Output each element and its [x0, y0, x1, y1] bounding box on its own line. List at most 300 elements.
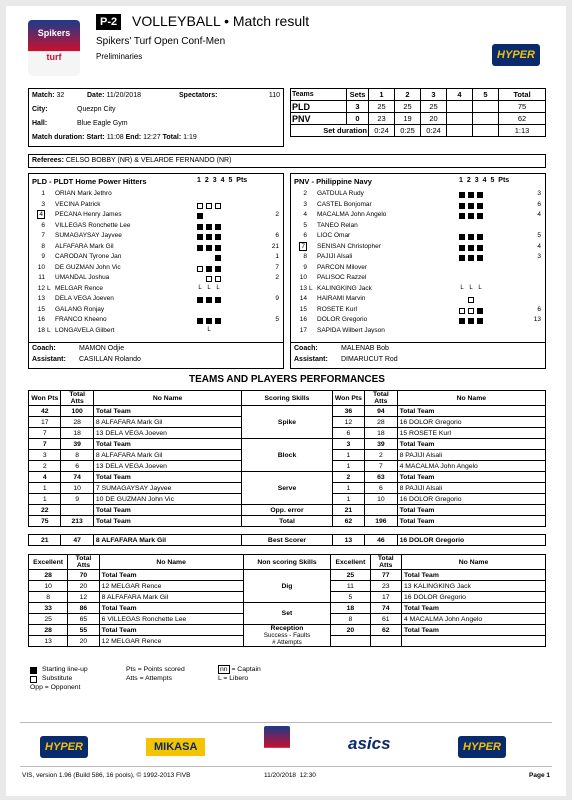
value-cell: 47	[61, 535, 93, 546]
score-set-value	[473, 101, 499, 113]
score-set-value: 23	[369, 113, 395, 125]
value-cell: 1	[332, 494, 364, 505]
value-cell: 10	[61, 483, 93, 494]
player-row	[31, 285, 281, 296]
value-cell: 5	[331, 592, 370, 603]
player-name-cell: 8 PAJIJI Alsali	[397, 450, 545, 461]
player-name-cell: Total Team	[99, 603, 243, 614]
header-right-val: Excellent	[331, 555, 370, 570]
footer-page: Page 1	[529, 772, 550, 779]
value-cell: 213	[61, 516, 93, 527]
starting-lineup-icon	[197, 213, 203, 219]
score-header-set1: 1	[369, 89, 395, 101]
player-number: 9	[303, 263, 307, 271]
legend	[30, 666, 330, 702]
player-name-cell: Total Team	[397, 505, 545, 516]
total-time: 1:19	[183, 134, 197, 141]
player-name-cell: 8 ALFAFARA Mark Gil	[93, 535, 241, 546]
divider	[29, 342, 283, 343]
player-number: 15	[37, 305, 45, 313]
player-number	[31, 211, 45, 218]
hyper-logo: HYPER	[492, 44, 540, 66]
player-name: DE GUZMAN John Vic	[55, 263, 121, 271]
player-name-cell: 15 ROSETE Kurl	[397, 428, 545, 439]
player-name-cell: Total Team	[93, 406, 241, 417]
score-total: 62	[499, 113, 546, 125]
player-number: 9	[41, 253, 45, 260]
starting-lineup-icon	[477, 192, 483, 198]
starting-lineup-icon	[197, 297, 203, 303]
value-cell	[365, 505, 397, 516]
set-header: 3	[212, 177, 217, 184]
sponsor-divider	[20, 722, 552, 723]
skill-cell	[242, 406, 332, 439]
legend-substitute: Substitute	[42, 675, 73, 682]
score-header-sets: Sets	[347, 89, 369, 101]
player-name-cell: Total Team	[93, 516, 241, 527]
starting-lineup-icon	[477, 318, 483, 324]
value-cell: 9	[61, 494, 93, 505]
player-points: 4	[537, 211, 541, 218]
player-name-cell: Total Team	[93, 472, 241, 483]
value-cell: 20	[331, 625, 370, 636]
perf-row	[29, 406, 546, 417]
starting-lineup-icon	[459, 318, 465, 324]
player-number: 5	[303, 221, 307, 229]
value-cell: 1	[332, 483, 364, 494]
substitute-icon	[459, 308, 465, 314]
value-cell: 8	[61, 450, 93, 461]
perf-row	[29, 472, 546, 483]
set-duration-value: 0:24	[369, 125, 395, 137]
spacer-cell	[29, 527, 546, 535]
referees-box	[28, 154, 546, 168]
starting-lineup-icon	[468, 245, 474, 251]
starting-lineup-icon	[206, 297, 212, 303]
set-duration-value	[473, 125, 499, 137]
starting-lineup-icon	[468, 255, 474, 261]
skill-name: Spike	[277, 418, 297, 426]
player-name-cell: Total Team	[99, 625, 243, 636]
libero-set-mark: L	[216, 284, 220, 291]
city-value: Quezpn City	[77, 106, 116, 113]
skill-name: Block	[277, 451, 297, 459]
score-team-name: PLD	[291, 101, 347, 113]
page-title: VOLLEYBALL • Match result	[132, 13, 310, 29]
team-a-set-headers	[197, 177, 247, 184]
player-name-cell: 16 DOLOR Gregorio	[397, 417, 545, 428]
legend-points: Pts = Points scored	[126, 666, 185, 673]
player-row	[31, 243, 281, 254]
hall-label: Hall:	[32, 120, 48, 127]
value-cell	[331, 636, 370, 647]
match-info-box	[28, 88, 284, 147]
value-cell: 70	[68, 570, 99, 581]
player-name: VECINA Patrick	[55, 200, 101, 208]
spikers-turf-logo	[28, 20, 80, 76]
start-time: 11:08	[106, 134, 124, 141]
spectators-count: 110	[268, 92, 280, 99]
value-cell	[370, 636, 401, 647]
legend-attempts: Atts = Attempts	[126, 675, 172, 682]
perf-row	[29, 439, 546, 450]
value-cell: 62	[370, 625, 401, 636]
substitute-icon	[468, 308, 474, 314]
libero-set-mark: L	[469, 284, 473, 291]
player-row	[293, 201, 543, 212]
header-left-name: No Name	[99, 555, 243, 570]
player-name: GATDULA Rudy	[317, 190, 364, 197]
starting-lineup-icon	[477, 213, 483, 219]
player-points: 21	[271, 242, 279, 250]
player-row	[31, 264, 281, 275]
set-duration-value: 0:25	[395, 125, 421, 137]
substitute-icon	[215, 276, 221, 282]
player-row	[31, 316, 281, 327]
assistant-label: Assistant:	[294, 356, 328, 363]
set-header: 5	[228, 177, 233, 184]
value-cell: 196	[365, 516, 397, 527]
starting-lineup-icon	[215, 245, 221, 251]
value-cell: 2	[332, 472, 364, 483]
player-name: LONGAVELA Gilbert	[55, 326, 115, 334]
team-b-title: PNV - Philippine Navy	[294, 177, 372, 186]
starting-lineup-icon	[468, 213, 474, 219]
player-points: 5	[537, 232, 541, 239]
value-cell: 1	[29, 483, 61, 494]
player-name: ORIAN Mark Jethro	[55, 190, 112, 197]
set-header: 5	[490, 177, 495, 184]
value-cell: 25	[331, 570, 370, 581]
value-cell: 1	[332, 450, 364, 461]
player-number: 3	[41, 200, 45, 208]
skill-cell	[242, 472, 332, 505]
starting-lineup-icon	[477, 234, 483, 240]
starting-lineup-icon	[477, 245, 483, 251]
pts-header: Pts	[236, 177, 248, 184]
player-name-cell: 16 DOLOR Gregorio	[397, 535, 545, 546]
libero-mark: L	[309, 284, 313, 292]
player-number: 1	[41, 190, 45, 197]
starting-lineup-icon	[197, 245, 203, 251]
set-header: 1	[197, 177, 201, 184]
value-cell: 25	[29, 614, 68, 625]
player-points: 2	[275, 211, 279, 218]
value-cell: 6	[332, 428, 364, 439]
value-cell: 10	[365, 494, 397, 505]
player-row	[293, 211, 543, 222]
substitute-icon	[206, 276, 212, 282]
starting-lineup-icon	[206, 245, 212, 251]
player-name: PAJIJI Alsali	[317, 253, 353, 260]
player-row	[293, 253, 543, 264]
header-left-atts: Total Atts	[61, 391, 93, 406]
starting-lineup-icon	[197, 224, 203, 230]
player-name: PECANA Henry James	[55, 211, 122, 218]
starting-lineup-icon	[468, 192, 474, 198]
hyper-sponsor-logo: HYPER	[40, 736, 88, 758]
starting-lineup-square-icon	[30, 667, 37, 674]
player-points: 2	[275, 274, 279, 281]
player-name-cell: 8 ALFAFARA Mark Gil	[93, 417, 241, 428]
team-a-player-list	[31, 190, 281, 340]
player-name-cell: 12 MELGAR Rence	[99, 636, 243, 647]
starting-lineup-icon	[215, 234, 221, 240]
set-header: 2	[204, 177, 209, 184]
legend-opponent: Opp = Opponent	[30, 684, 81, 691]
player-number: 17	[299, 326, 307, 334]
player-points: 3	[537, 253, 541, 260]
starting-lineup-icon	[459, 203, 465, 209]
value-cell: 8	[29, 592, 68, 603]
player-row	[31, 211, 281, 222]
value-cell: 13	[332, 535, 364, 546]
value-cell: 39	[365, 439, 397, 450]
player-row	[31, 232, 281, 243]
value-cell: 75	[29, 516, 61, 527]
player-number	[293, 243, 307, 250]
score-sets-won: 0	[347, 113, 369, 125]
player-name: LIOC Omar	[317, 232, 351, 239]
player-row	[31, 190, 281, 201]
player-points: 4	[537, 242, 541, 250]
substitute-icon	[197, 266, 203, 272]
player-name-cell	[402, 636, 546, 647]
legend-starting: Starting line-up	[42, 666, 88, 673]
hyper-sponsor-logo-right: HYPER	[458, 736, 506, 758]
team-b-assistant: DIMARUCUT Rod	[341, 356, 398, 363]
header-right-name: No Name	[402, 555, 546, 570]
player-row	[293, 295, 543, 306]
header-skill: Non scoring Skills	[243, 555, 331, 570]
value-cell: 28	[29, 625, 68, 636]
player-number: 15	[299, 305, 307, 313]
score-team-name: PNV	[291, 113, 347, 125]
value-cell: 12	[332, 417, 364, 428]
perf-header-row	[29, 555, 546, 570]
substitute-icon	[468, 297, 474, 303]
perf-row	[29, 625, 546, 636]
city-label: City:	[32, 106, 48, 113]
captain-box-icon: nn	[220, 666, 228, 673]
player-name: KALINGKING Jack	[317, 284, 372, 292]
value-cell: 94	[365, 406, 397, 417]
set-header: 3	[474, 177, 479, 184]
score-set-value: 25	[369, 101, 395, 113]
skill-name: Serve	[277, 484, 297, 492]
value-cell: 2	[29, 461, 61, 472]
player-name: GALANG Ronjay	[55, 305, 105, 313]
starting-lineup-icon	[477, 255, 483, 261]
value-cell	[61, 505, 93, 516]
team-a-roster	[28, 173, 284, 369]
player-row	[293, 285, 543, 296]
libero-set-mark: L	[198, 284, 202, 291]
libero-set-mark: L	[478, 284, 482, 291]
player-number: 16	[37, 316, 45, 323]
match-date: 11/20/2018	[106, 92, 141, 99]
coach-label: Coach:	[32, 345, 56, 352]
starting-lineup-icon	[459, 192, 465, 198]
starting-lineup-icon	[197, 234, 203, 240]
mikasa-sponsor-logo: MIKASA	[146, 738, 205, 756]
spectators-label: Spectators:	[179, 92, 218, 99]
player-name-cell: Total Team	[402, 570, 546, 581]
substitute-icon	[197, 203, 203, 209]
player-name-cell: 13 DELA VEGA Joeven	[93, 461, 241, 472]
player-row	[31, 306, 281, 317]
player-name: SUMAGAYSAY Jayvee	[55, 232, 122, 239]
value-cell: 46	[365, 535, 397, 546]
value-cell: 12	[68, 592, 99, 603]
player-name-cell: Total Team	[93, 439, 241, 450]
team-b-roster	[290, 173, 546, 369]
match-number: 32	[56, 92, 65, 99]
value-cell: 2	[365, 450, 397, 461]
hall-value: Blue Eagle Gym	[77, 120, 128, 127]
player-name-cell: 4 MACALMA John Angelo	[397, 461, 545, 472]
value-cell: 7	[29, 428, 61, 439]
value-cell: 18	[331, 603, 370, 614]
player-row	[31, 222, 281, 233]
player-row	[293, 264, 543, 275]
player-name-cell: 8 PAJIJI Alsali	[397, 483, 545, 494]
competition-name: Spikers' Turf Open Conf-Men	[96, 36, 226, 47]
header-right-name: No Name	[397, 391, 545, 406]
player-points: 7	[275, 263, 279, 271]
player-name: CARODAN Tyrone Jan	[55, 253, 122, 260]
team-b-player-list	[293, 190, 543, 340]
value-cell: 3	[332, 439, 364, 450]
skill-cell: Opp. error	[242, 505, 332, 516]
header-skill: Scoring Skills	[242, 391, 332, 406]
scoring-skills-table	[28, 390, 546, 546]
best-scorer-row	[29, 535, 546, 546]
logo-text-spikers: Spikers	[37, 28, 71, 38]
player-name: FRANCO Kheeno	[55, 316, 107, 323]
score-table	[290, 88, 546, 137]
value-cell: 21	[332, 505, 364, 516]
divider	[291, 342, 545, 343]
player-points: 1	[275, 253, 279, 260]
value-cell: 77	[370, 570, 401, 581]
team-a-title: PLD - PLDT Home Power Hitters	[32, 177, 147, 186]
player-name: MACALMA John Angelo	[317, 211, 387, 218]
player-name-cell: Total Team	[397, 406, 545, 417]
score-set-value: 20	[421, 113, 447, 125]
libero-mark: L	[47, 326, 51, 334]
starting-lineup-icon	[206, 224, 212, 230]
player-name-cell: Total Team	[397, 472, 545, 483]
player-name: ALFAFARA Mark Gil	[55, 242, 114, 250]
start-label: Start:	[86, 134, 105, 141]
header-left-atts: Total Atts	[68, 555, 99, 570]
player-row	[293, 232, 543, 243]
starting-lineup-icon	[206, 234, 212, 240]
perf-row	[29, 603, 546, 614]
player-name-cell: Total Team	[397, 516, 545, 527]
player-row	[31, 253, 281, 264]
referees-value: CELSO BOBBY (NR) & VELARDE FERNANDO (NR)	[65, 157, 232, 164]
score-set-value: 25	[421, 101, 447, 113]
score-header-total: Total	[499, 89, 546, 101]
skill-cell: Total	[242, 516, 332, 527]
player-name: MELGAR Rence	[55, 284, 104, 292]
skill-name: Set	[281, 610, 293, 617]
score-header-teams: Teams	[291, 89, 347, 101]
player-name-cell: 10 DE GUZMAN John Vic	[93, 494, 241, 505]
starting-lineup-icon	[468, 318, 474, 324]
player-row	[31, 201, 281, 212]
player-number: 18	[37, 326, 45, 334]
pts-header: Pts	[498, 177, 510, 184]
player-name: PALISOC Razzel	[317, 274, 367, 281]
end-time: 12:27	[143, 134, 161, 141]
page-tag: P-2	[96, 14, 121, 30]
team-a-assistant: CASILLAN Rolando	[79, 356, 141, 363]
value-cell: 22	[29, 505, 61, 516]
set-header: 1	[459, 177, 463, 184]
nonscoring-skills-table	[28, 554, 546, 647]
player-number: 10	[299, 274, 307, 281]
player-name-cell: Total Team	[402, 625, 546, 636]
value-cell: 23	[370, 581, 401, 592]
player-number: 7	[41, 232, 45, 239]
player-points: 6	[537, 305, 541, 313]
duration-label: Match duration:	[32, 134, 85, 141]
set-duration-row	[291, 125, 546, 137]
score-row-pld	[291, 101, 546, 113]
player-number: 10	[37, 263, 45, 271]
score-header-row	[291, 89, 546, 101]
value-cell: 74	[370, 603, 401, 614]
footer-version: VIS, version 1.96 (Build 586, 16 pools), © 1992-2013 FIVB	[22, 772, 191, 779]
player-name: CASTEL Bonjomar	[317, 200, 372, 208]
value-cell: 65	[68, 614, 99, 625]
skill-cell	[243, 603, 331, 625]
value-cell: 3	[29, 450, 61, 461]
header-right-val: Won Pts	[332, 391, 364, 406]
value-cell: 17	[29, 417, 61, 428]
value-cell: 86	[68, 603, 99, 614]
skill-subtitle: Success - Faults	[263, 632, 311, 639]
value-cell: 1	[29, 494, 61, 505]
player-name: PARCON Milover	[317, 263, 368, 271]
player-row	[31, 327, 281, 338]
value-cell: 7	[29, 439, 61, 450]
player-name: DELA VEGA Joeven	[55, 295, 114, 302]
value-cell: 63	[365, 472, 397, 483]
player-points: 9	[275, 295, 279, 302]
starting-lineup-icon	[215, 224, 221, 230]
footer-timestamp: 11/20/2018 12:30	[264, 772, 316, 779]
player-name: VILLEGAS Ronchette Lee	[55, 221, 131, 229]
team-a-coach: MAMON Odjie	[79, 345, 125, 352]
starting-lineup-icon	[468, 203, 474, 209]
total-row	[29, 516, 546, 527]
skill-name: Dig	[281, 582, 293, 590]
score-header-set2: 2	[395, 89, 421, 101]
set-duration-value: 0:24	[421, 125, 447, 137]
substitute-square-icon	[30, 676, 37, 683]
skill-cell: Best Scorer	[242, 535, 332, 546]
player-name-cell: 4 MACALMA John Angelo	[402, 614, 546, 625]
skill-subtitle: # Attempts	[272, 639, 302, 646]
score-total: 75	[499, 101, 546, 113]
player-number: 3	[303, 200, 307, 208]
score-set-value	[473, 113, 499, 125]
player-name-cell: 16 DOLOR Gregorio	[397, 494, 545, 505]
